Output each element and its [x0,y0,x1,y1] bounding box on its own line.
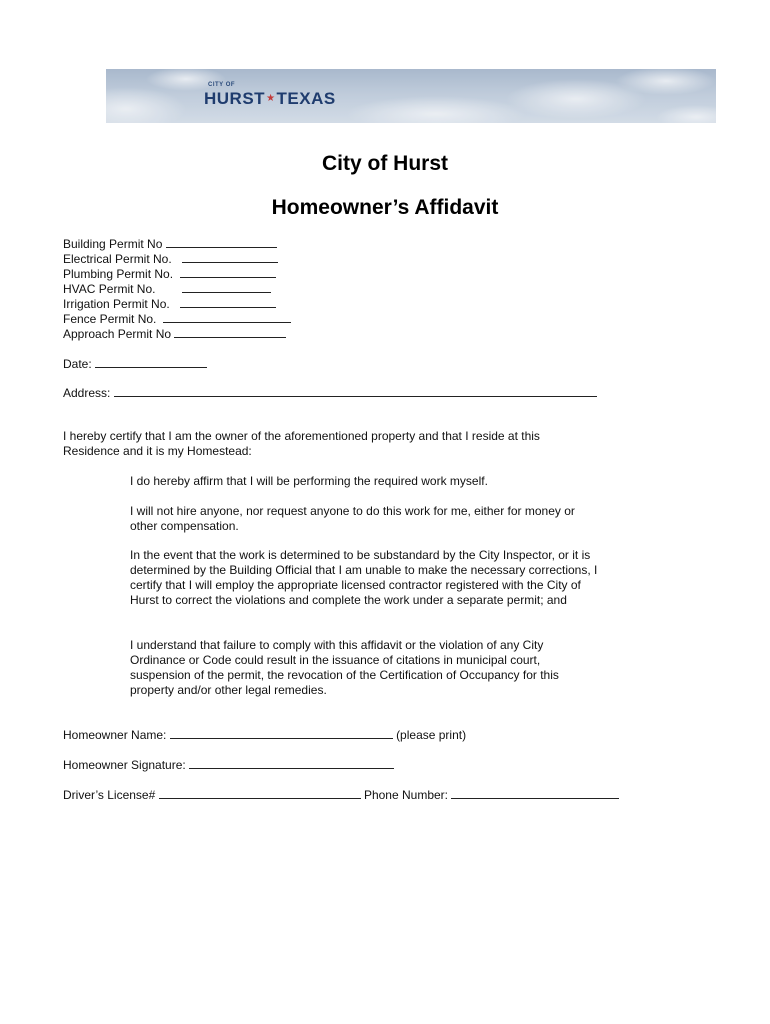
logo-hurst: HURST [204,89,266,108]
permit-blank[interactable] [166,236,277,248]
star-icon: ★ [266,93,276,104]
permit-label: Fence Permit No. [63,312,157,326]
permit-line-plumbing [63,266,276,282]
date-blank[interactable] [95,356,207,368]
license-phone-line [63,787,619,803]
permit-blank[interactable] [180,296,276,308]
permit-label: Plumbing Permit No. [63,267,174,281]
permit-line-irrigation [63,296,276,312]
homeowner-name-line [63,727,466,743]
date-line [63,356,207,372]
permit-line-approach [63,326,286,342]
certify-paragraph: I hereby certify that I am the owner of the aforementioned property and that I reside at this Residence and it is my Homestead: [63,429,540,458]
permit-label: HVAC Permit No. [63,282,156,296]
phone-number-label: Phone Number: [363,788,448,802]
sky-clouds-image [106,69,716,123]
drivers-license-blank[interactable] [159,787,361,799]
permit-label: Building Permit No [63,237,163,251]
homeowner-signature-label: Homeowner Signature: [63,758,186,772]
affirmation-2: I will not hire anyone, nor request anyone to do this work for me, either for money or other compensation. [130,504,575,533]
permit-label: Approach Permit No [63,327,172,341]
affirmation-1: I do hereby affirm that I will be performing the required work myself. [130,474,488,488]
homeowner-signature-line [63,757,394,773]
logo-texas: TEXAS [276,89,336,108]
document-subtitle: Homeowner’s Affidavit [271,196,499,219]
permit-blank[interactable] [182,251,278,263]
address-label: Address: [63,386,111,400]
homeowner-name-label: Homeowner Name: [63,728,167,742]
permit-blank[interactable] [180,266,276,278]
phone-number-blank[interactable] [451,787,619,799]
logo-wordmark [204,89,336,109]
permit-line-electrical [63,251,278,267]
permit-label: Irrigation Permit No. [63,297,170,311]
address-line [63,385,597,401]
permit-line-building [63,236,277,252]
drivers-license-label: Driver’s License# [63,788,156,802]
permit-blank[interactable] [163,311,291,323]
address-blank[interactable] [114,385,597,397]
document-title: City of Hurst [322,152,448,175]
city-logo [204,82,374,114]
permit-blank[interactable] [174,326,286,338]
permit-line-fence [63,311,291,327]
please-print-note: (please print) [396,728,467,742]
permit-line-hvac [63,281,271,297]
permit-blank[interactable] [182,281,271,293]
permit-label: Electrical Permit No. [63,252,172,266]
logo-city-of: CITY OF [208,82,236,88]
homeowner-name-blank[interactable] [170,727,393,739]
affirmation-4: I understand that failure to comply with this affidavit or the violation of any City Ordinance or Code could result in the issuance of citations in municipal court, suspension of the permit, the revocation of the Certification of Occupancy for this property and/or other legal remedies. [130,638,559,697]
homeowner-signature-blank[interactable] [189,757,394,769]
date-label: Date: [63,357,92,371]
header-banner [106,69,716,123]
affirmation-3: In the event that the work is determined to be substandard by the City Inspector, or it is determined by the Building Official that I am unable to make the necessary corrections, I certify that I will employ the appropriate licensed contractor registered with the City of Hurst to correct the violations and complete the work under a separate permit; and [130,548,598,607]
